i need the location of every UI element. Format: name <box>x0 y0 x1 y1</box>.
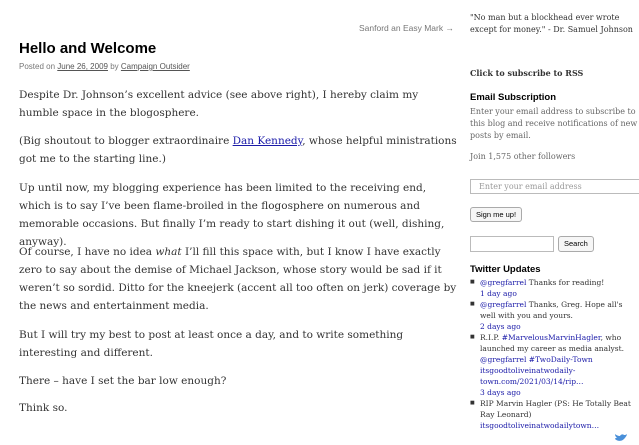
tweet-time-link[interactable]: 1 day ago <box>480 289 517 298</box>
tweet-url-link[interactable]: itsgoodtoliveinatwodailytown… <box>480 421 600 430</box>
email-input[interactable]: Enter your email address <box>470 179 639 194</box>
hashtag-link[interactable]: #TwoDaily-Town <box>528 355 593 364</box>
search-input[interactable] <box>470 236 554 252</box>
post-paragraph: There – have I set the bar low enough? <box>19 375 227 387</box>
tweet-text: , who launched my career as media analyst. <box>480 333 624 353</box>
post-paragraph: But I will try my best to post at least once a day, and to write something interesting and different. <box>19 329 404 359</box>
twitter-updates-title: Twitter Updates <box>470 264 541 275</box>
tweet-url-link[interactable]: itsgoodtoliveinatwodaily-town.com/2021/03/14/rip… <box>480 366 584 386</box>
tweet-handle-link[interactable]: @gregfarrel <box>480 300 527 309</box>
post-paragraph: Despite Dr. Johnson’s excellent advice (see above right), I hereby claim my humble space in the blogosphere. <box>19 89 419 119</box>
email-subscription-description: Enter your email address to subscribe to this blog and receive notifications of new posts by email. <box>470 107 638 140</box>
post-date-link[interactable]: June 26, 2009 <box>57 62 108 71</box>
tweet-text: Thanks, Greg. Hope all's well with you and yours. <box>480 300 623 320</box>
paragraph-text: , whose helpful ministrations got me to the starting line.) <box>19 135 457 165</box>
sign-up-button[interactable]: Sign me up! <box>470 207 522 222</box>
rss-subscribe-link[interactable]: Click to subscribe to RSS <box>470 68 584 78</box>
tweet-item <box>470 398 639 431</box>
tweet-time-link[interactable]: 3 days ago <box>480 388 521 397</box>
post-paragraph: Think so. <box>19 402 68 414</box>
post-paragraph <box>19 132 459 168</box>
tweet-text: R.I.P. <box>480 333 502 342</box>
tweet-text: Thanks for reading! <box>526 278 605 287</box>
email-subscription-title: Email Subscription <box>470 92 557 103</box>
meta-by: by <box>110 62 119 71</box>
hashtag-link[interactable]: #MarvelousMarvinHagler <box>501 333 601 342</box>
tweet-time-link[interactable]: 2 days ago <box>480 322 521 331</box>
followers-count: Join 1,575 other followers <box>470 152 576 161</box>
tweet-handle-link[interactable]: @gregfarrel <box>480 355 527 364</box>
post-meta <box>19 62 190 71</box>
tweet-item <box>470 299 639 332</box>
paragraph-text: I’ll fill this space with, but I know I have exactly zero to say about the demise of Michael Jackson, whose story would be sad if it weren’t so sordid. Ditto for the kneejerk (accent all too often on jerk) coverage by the news and entertainment media. <box>19 246 457 312</box>
next-post-link[interactable]: Sanford an Easy Mark → <box>359 23 454 33</box>
tweet-text: RIP Marvin Hagler (PS: He Totally Beat Ray Leonard) <box>480 399 631 419</box>
post-title[interactable]: Hello and Welcome <box>19 40 157 57</box>
tweet-item <box>470 332 639 398</box>
author-link[interactable]: Campaign Outsider <box>120 62 190 71</box>
post-paragraph <box>19 243 459 315</box>
follow-bird-icon[interactable] <box>614 433 628 445</box>
meta-prefix: Posted on <box>19 62 56 71</box>
johnson-quote: "No man but a blockhead ever wrote except for money." - Dr. Samuel Johnson <box>470 13 633 34</box>
tweet-handle-link[interactable]: @gregfarrel <box>480 278 527 287</box>
bird-icon <box>614 433 628 443</box>
tweet-item <box>470 277 639 299</box>
emphasis-text: what <box>155 246 182 258</box>
dan-kennedy-link[interactable]: Dan Kennedy <box>232 135 303 147</box>
tweet-list <box>470 277 639 431</box>
search-button[interactable]: Search <box>558 236 594 252</box>
paragraph-text: (Big shoutout to blogger extraordinaire <box>19 135 233 147</box>
post-paragraph: Up until now, my blogging experience has been limited to the receiving end, which is to say I’ve been flame-broiled in the flogosphere on numerous and memorable occasions. But finally I’m ready to start dishing it out (well, dishing, anyway). <box>19 182 445 248</box>
paragraph-text: Of course, I have no idea <box>19 246 156 258</box>
